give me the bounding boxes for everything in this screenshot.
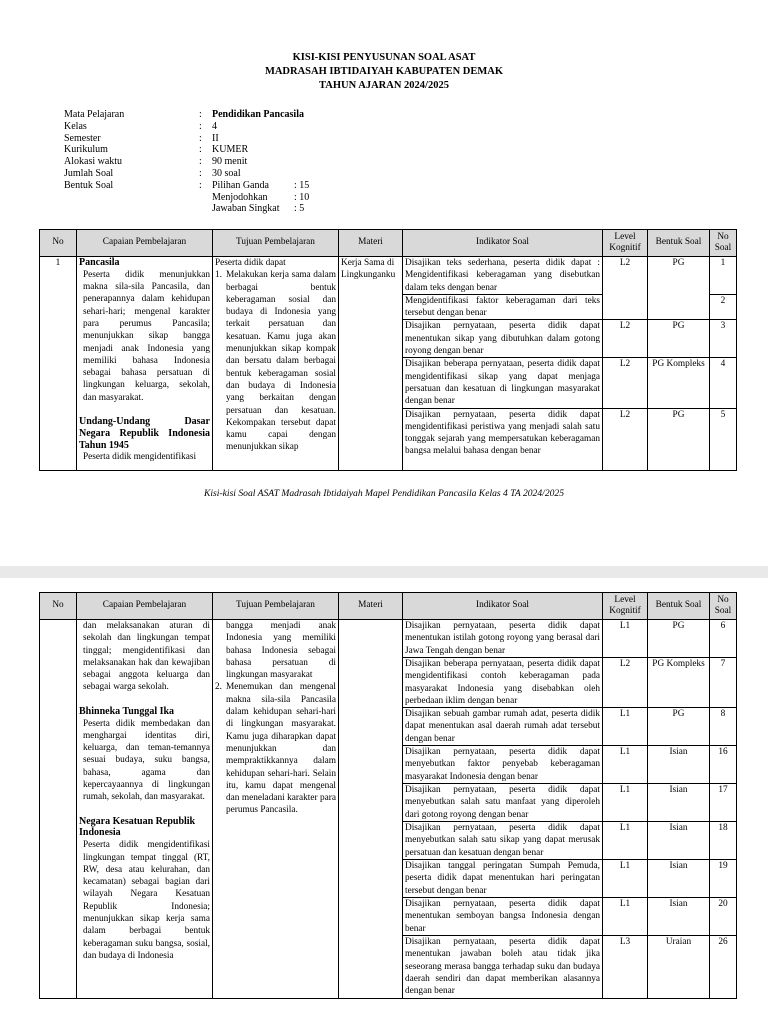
indikator-cell: Disajikan sebuah gambar rumah adat, peserta didik dapat menentukan asal daerah rumah adat tersebut dengan benar: [403, 708, 603, 746]
indikator-cell: Disajikan pernyataan, peserta didik dapat menyebutkan salah satu sikap yang dapat merusak persatuan dan kesatuan dengan benar: [403, 822, 603, 860]
nosoal-cell: 4: [710, 358, 737, 408]
indikator-cell: Disajikan pernyataan, peserta didik dapat menentukan istilah gotong royong yang berasal dari Jawa Tengah dengan benar: [403, 620, 603, 658]
indikator-cell: Disajikan beberapa pernyataan, peserta didik dapat mengidentifikasi sikap yang dapat menjaga persatuan dan kesatuan di lingkungan masyarakat dengan benar: [403, 358, 603, 408]
tujuan-cell: [213, 620, 339, 999]
nosoal-cell: 7: [710, 658, 737, 708]
page-footer-caption: Kisi-kisi Soal ASAT Madrasah Ibtidaiyah Mapel Pendidikan Pancasila Kelas 4 TA 2024/2025: [203, 488, 565, 499]
indikator-cell: Disajikan pernyataan, peserta didik dapat menyebutkan salah satu manfaat yang diperoleh dari gotong royong dengan benar: [403, 784, 603, 822]
header-bentuk: Bentuk Soal: [648, 230, 710, 257]
meta-row-class: Kelas : 4: [64, 120, 217, 132]
nosoal-cell: 16: [710, 746, 737, 784]
bentuk-cell: PG: [648, 257, 710, 320]
capaian-text: Peserta didik mengidentifikasi: [83, 452, 197, 463]
nosoal-cell: 18: [710, 822, 737, 860]
meta-row-subject: Mata Pelajaran : Pendidikan Pancasila: [64, 109, 304, 120]
level-cell: L1: [603, 822, 648, 860]
section-heading: Pancasila: [79, 257, 120, 268]
nosoal-cell: 26: [710, 936, 737, 998]
header-materi: Materi: [339, 230, 403, 257]
nosoal-cell: 1: [710, 257, 737, 295]
capaian-cell: [77, 257, 213, 471]
header-tujuan: Tujuan Pembelajaran: [213, 593, 339, 620]
tujuan-item: 2. Menemukan dan mengenal makna sila-sila Pancasila dalam kehidupan sehari-hari di lingkungan masyarakat. Kamu juga diharapkan dapat menunjukkan dan mempraktikkannya dalam kehidupan sehari-hari. Selain itu, kamu dapat mengenal dan meneladani karakter para perumus Pancasila.: [215, 682, 336, 816]
indikator-cell: Disajikan pernyataan, peserta didik dapat menentukan semboyan bangsa Indonesia dengan benar: [403, 898, 603, 936]
capaian-cell: [77, 620, 213, 999]
header-indikator: Indikator Soal: [403, 230, 603, 257]
level-cell: L2: [603, 408, 648, 470]
indikator-cell: Mengidentifikasi faktor keberagaman dari teks tersebut dengan benar: [403, 294, 603, 320]
document-page-2: [0, 578, 768, 1024]
indikator-cell: Disajikan pernyataan, peserta didik dapat menyebutkan faktor penyebab keberagaman masyarakat Indonesia dengan benar: [403, 746, 603, 784]
bentuk-cell: Isian: [648, 860, 710, 898]
bentuk-cell: Isian: [648, 784, 710, 822]
capaian-text: dan melaksanakan aturan di sekolah dan lingkungan tempat tinggal; mengidentifikasi dan melaksanakan hak dan kewajiban sebagai anggota keluarga dan sebagai warga sekolah.: [83, 621, 210, 693]
nosoal-cell: 2: [710, 294, 737, 320]
header-indikator: Indikator Soal: [403, 593, 603, 620]
level-cell: L1: [603, 620, 648, 658]
doc-title-line-1: KISI-KISI PENYUSUNAN SOAL ASAT: [292, 52, 476, 63]
indikator-cell: Disajikan teks sederhana, peserta didik dapat : Mengidentifikasi keberagaman yang disebutkan dalam teks dengan benar: [403, 257, 603, 295]
header-level: Level Kognitif: [603, 593, 648, 620]
header-no: No: [40, 230, 77, 257]
indikator-cell: Disajikan pernyataan, peserta didik dapat mengidentifikasi peristiwa yang menjadi salah satu tonggak sejarah yang mempersatukan keberagaman bangsa melalui bahasa dengan benar: [403, 408, 603, 470]
indikator-cell: Disajikan tanggal peringatan Sumpah Pemuda, peserta didik dapat menentukan hari peringatan tersebut dengan benar: [403, 860, 603, 898]
level-cell: L1: [603, 746, 648, 784]
header-nosoal: No Soal: [710, 230, 737, 257]
indikator-cell: Disajikan pernyataan, peserta didik dapat menentukan jawaban boleh atau tidak jika seseorang merasa bangga terhadap suku dan budaya daerah sendiri dan dapat memberikan alasannya dengan benar: [403, 936, 603, 998]
header-capaian: Capaian Pembelajaran: [77, 230, 213, 257]
section-heading: Undang-Undang Dasar Negara Republik Indonesia Tahun 1945: [79, 416, 210, 451]
level-cell: L1: [603, 860, 648, 898]
capaian-text: Peserta didik menunjukkan makna sila-sila Pancasila, dan penerapannya dalam kehidupan sehari-hari; mengenal karakter para perumus Pancasila; menunjukkan sikap bangga menjadi anak Indonesia yang memiliki bahasa Indonesia sebagai bahasa persatuan di lingkungan keluarga, sekolah, dan masyarakat.: [83, 269, 210, 403]
nosoal-cell: 3: [710, 320, 737, 358]
bentuk-cell: Isian: [648, 746, 710, 784]
tujuan-item: 1. Melakukan kerja sama dalam berbagai bentuk keberagaman sosial dan budaya di Indonesia yang terkait persatuan dan kesatuan. Kamu juga akan menunjukkan sikap kompak dan bersatu dalam berbagai bentuk keberagaman sosial dan budaya di Indonesia yang berkaitan dengan persatuan dan kesatuan. Kekompakan tersebut dapat kamu capai dengan menunjukkan sikap: [215, 270, 336, 453]
level-cell: L1: [603, 784, 648, 822]
indikator-cell: Disajikan pernyataan, peserta didik dapat menentukan sikap yang dibutuhkan dalam gotong royong dengan benar: [403, 320, 603, 358]
blueprint-table-page-2: [39, 592, 737, 999]
nosoal-cell: 17: [710, 784, 737, 822]
nosoal-cell: 8: [710, 708, 737, 746]
meta-row-form: Bentuk Soal : Pilihan Ganda : 15 Menjodohkan : 10 Jawaban Singkat : 5: [64, 179, 310, 215]
bentuk-cell: PG: [648, 408, 710, 470]
table-header-row: [40, 593, 737, 620]
section-heading: Bhinneka Tunggal Ika: [79, 705, 175, 717]
subject-info: [64, 109, 309, 215]
nosoal-cell: 20: [710, 898, 737, 936]
nosoal-cell: 19: [710, 860, 737, 898]
blueprint-table-page-1: [39, 229, 737, 471]
doc-title-line-3: TAHUN AJARAN 2024/2025: [319, 80, 449, 91]
subject-name: Pendidikan Pancasila: [212, 109, 304, 120]
tujuan-intro: Peserta didik dapat: [215, 258, 286, 268]
bentuk-cell: PG: [648, 620, 710, 658]
bentuk-cell: Isian: [648, 822, 710, 860]
level-cell: L2: [603, 358, 648, 408]
level-cell: L1: [603, 898, 648, 936]
meta-row-time: Alokasi waktu : 90 menit: [64, 156, 248, 168]
section-heading: Negara Kesatuan Republik Indonesia: [79, 815, 196, 839]
bentuk-cell: Uraian: [648, 936, 710, 998]
table-row: [40, 620, 737, 658]
bentuk-cell: PG: [648, 320, 710, 358]
meta-row-curriculum: Kurikulum : KUMER: [64, 144, 249, 156]
header-capaian: Capaian Pembelajaran: [77, 593, 213, 620]
indikator-cell: Disajikan beberapa pernyataan, peserta didik dapat mengidentifikasi contoh keberagaman pada masyarakat Indonesia yang disebabkan oleh perbedaan iklim dengan benar: [403, 658, 603, 708]
row-number: [40, 620, 77, 999]
level-cell: L2: [603, 320, 648, 358]
meta-row-count: Jumlah Soal : 30 soal: [64, 167, 241, 179]
question-form-list: Pilihan Ganda : 15 Menjodohkan : 10 Jawaban Singkat : 5: [212, 179, 310, 215]
header-materi: Materi: [339, 593, 403, 620]
capaian-text: Peserta didik membedakan dan menghargai identitas diri, keluarga, dan teman-temannya sesuai budaya, suku bangsa, bahasa, agama dan kepercayaannya di lingkungan rumah, sekolah, dan masyarakat.: [83, 718, 210, 803]
header-tujuan: Tujuan Pembelajaran: [213, 230, 339, 257]
row-number: 1: [40, 257, 77, 471]
bentuk-cell: PG Kompleks: [648, 358, 710, 408]
doc-title-line-2: MADRASAH IBTIDAIYAH KABUPATEN DEMAK: [264, 66, 504, 77]
materi-cell: [339, 620, 403, 999]
header-level: Level Kognitif: [603, 230, 648, 257]
bentuk-cell: Isian: [648, 898, 710, 936]
header-no: No: [40, 593, 77, 620]
nosoal-cell: 6: [710, 620, 737, 658]
materi-cell: Kerja Sama di Lingkunganku: [339, 257, 403, 471]
table-row: [40, 257, 737, 295]
nosoal-cell: 5: [710, 408, 737, 470]
level-cell: L2: [603, 658, 648, 708]
header-bentuk: Bentuk Soal: [648, 593, 710, 620]
tujuan-continued: bangga menjadi anak Indonesia yang memiliki bahasa Indonesia sebagai bahasa persatuan di lingkungan masyarakat: [226, 621, 336, 681]
header-nosoal: No Soal: [710, 593, 737, 620]
bentuk-cell: PG: [648, 708, 710, 746]
level-cell: L2: [603, 257, 648, 320]
meta-row-semester: Semester : II: [64, 132, 219, 144]
level-cell: L3: [603, 936, 648, 998]
bentuk-cell: PG Kompleks: [648, 658, 710, 708]
capaian-text: Peserta didik mengidentifikasi lingkungan tempat tinggal (RT, RW, desa atau kelurahan, dan kecamatan) sebagai bagian dari wilayah Negara Kesatuan Republik Indonesia; menunjukkan sikap kerja sama dalam berbagai bentuk keberagaman suku bangsa, sosial, dan budaya di Indonesia: [83, 840, 210, 961]
tujuan-cell: [213, 257, 339, 471]
level-cell: L1: [603, 708, 648, 746]
table-header-row: [40, 230, 737, 257]
